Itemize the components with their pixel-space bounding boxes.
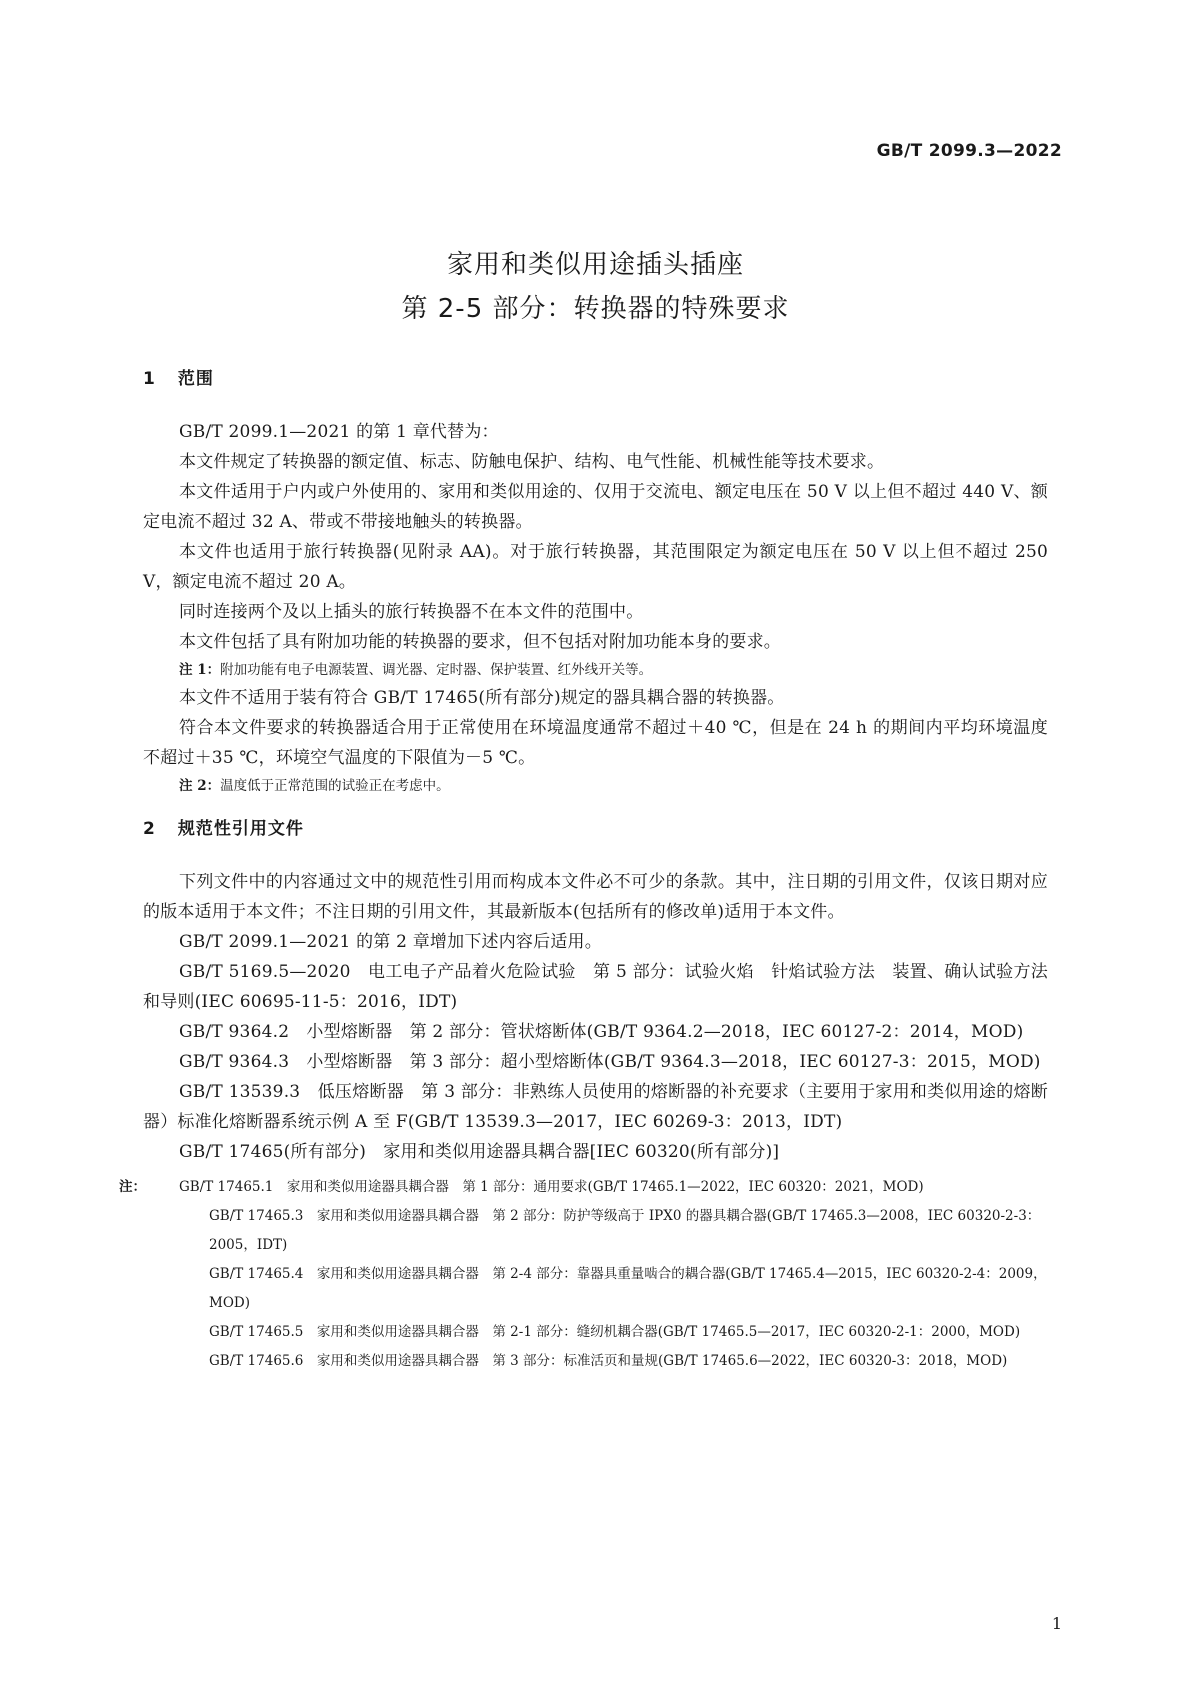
note-label: 注： bbox=[119, 1179, 146, 1195]
document-title-line2: 第 2-5 部分：转换器的特殊要求 bbox=[401, 294, 790, 324]
note-label: 注 2： bbox=[179, 778, 221, 794]
section1-note1 bbox=[143, 657, 1048, 683]
note-label: 注 1： bbox=[179, 662, 221, 678]
reference-entry: GB/T 9364.2 小型熔断器 第 2 部分：管状熔断体(GB/T 9364.2—2018，IEC 60127-2：2014，MOD) bbox=[179, 1022, 1024, 1042]
section1-paragraph: 本文件适用于户内或户外使用的、家用和类似用途的、仅用于交流电、额定电压在 50 V 以上但不超过 440 V、额定电流不超过 32 A、带或不带接地触头的转换器。 bbox=[143, 482, 1048, 532]
section1-note2 bbox=[143, 773, 1048, 799]
reference-note-item: GB/T 17465.5 家用和类似用途器具耦合器 第 2-1 部分：缝纫机耦合器(GB/T 17465.5—2017，IEC 60320-2-1：2000，MOD) bbox=[209, 1324, 1021, 1340]
reference-note-item: GB/T 17465.6 家用和类似用途器具耦合器 第 3 部分：标准活页和量规(GB/T 17465.6—2022，IEC 60320-3：2018，MOD) bbox=[209, 1353, 1008, 1369]
page-number: 1 bbox=[1051, 1614, 1062, 1633]
reference-note-item bbox=[119, 1173, 1048, 1202]
reference-entry: GB/T 13539.3 低压熔断器 第 3 部分：非熟练人员使用的熔断器的补充要求（主要用于家用和类似用途的熔断器）标准化熔断器系统示例 A 至 F(GB/T 13539.3—2017，IEC 60269-3：2013，IDT) bbox=[143, 1082, 1048, 1132]
section2-number: 2 bbox=[143, 819, 156, 839]
section1-paragraph: 符合本文件要求的转换器适合用于正常使用在环境温度通常不超过＋40 ℃，但是在 24 h 的期间内平均环境温度不超过＋35 ℃，环境空气温度的下限值为－5 ℃。 bbox=[143, 718, 1048, 768]
reference-entry: GB/T 17465(所有部分) 家用和类似用途器具耦合器[IEC 60320(所有部分)] bbox=[179, 1142, 780, 1162]
section2-paragraph: GB/T 2099.1—2021 的第 2 章增加下述内容后适用。 bbox=[179, 932, 602, 952]
section1-paragraph: GB/T 2099.1—2021 的第 1 章代替为： bbox=[179, 422, 499, 442]
section1-title: 范围 bbox=[177, 369, 214, 389]
section2-paragraph: 下列文件中的内容通过文中的规范性引用而构成本文件必不可少的条款。其中，注日期的引用文件，仅该日期对应的版本适用于本文件；不注日期的引用文件，其最新版本(包括所有的修改单)适用于本文件。 bbox=[143, 872, 1048, 922]
note-text: 温度低于正常范围的试验正在考虑中。 bbox=[220, 778, 450, 794]
standard-code: GB/T 2099.3—2022 bbox=[876, 141, 1062, 161]
section1-paragraph: 本文件包括了具有附加功能的转换器的要求，但不包括对附加功能本身的要求。 bbox=[179, 632, 781, 652]
section1-number: 1 bbox=[143, 369, 156, 389]
note-text: 附加功能有电子电源装置、调光器、定时器、保护装置、红外线开关等。 bbox=[220, 662, 653, 678]
section1-paragraph: 本文件规定了转换器的额定值、标志、防触电保护、结构、电气性能、机械性能等技术要求。 bbox=[179, 452, 885, 472]
section1-heading bbox=[143, 364, 214, 389]
section2-heading bbox=[143, 814, 304, 839]
reference-entry: GB/T 9364.3 小型熔断器 第 3 部分：超小型熔断体(GB/T 9364.3—2018，IEC 60127-3：2015，MOD) bbox=[179, 1052, 1041, 1072]
document-title-line1: 家用和类似用途插头插座 bbox=[446, 250, 744, 280]
section1-paragraph: 本文件不适用于装有符合 GB/T 17465(所有部分)规定的器具耦合器的转换器。 bbox=[179, 688, 785, 708]
reference-note-item: GB/T 17465.3 家用和类似用途器具耦合器 第 2 部分：防护等级高于 IPX0 的器具耦合器(GB/T 17465.3—2008，IEC 60320-2-3：2005，IDT) bbox=[209, 1208, 1041, 1253]
reference-note bbox=[119, 1173, 1048, 1376]
section2-body bbox=[119, 867, 1048, 1376]
section1-body bbox=[143, 417, 1048, 799]
section1-paragraph: 本文件也适用于旅行转换器(见附录 AA)。对于旅行转换器，其范围限定为额定电压在 50 V 以上但不超过 250 V，额定电流不超过 20 A。 bbox=[143, 542, 1048, 592]
section1-paragraph: 同时连接两个及以上插头的旅行转换器不在本文件的范围中。 bbox=[179, 602, 644, 622]
reference-note-text: GB/T 17465.1 家用和类似用途器具耦合器 第 1 部分：通用要求(GB/T 17465.1—2022，IEC 60320：2021，MOD) bbox=[179, 1179, 924, 1195]
reference-entry: GB/T 5169.5—2020 电工电子产品着火危险试验 第 5 部分：试验火焰 针焰试验方法 装置、确认试验方法和导则(IEC 60695-11-5：2016，IDT) bbox=[143, 962, 1048, 1012]
reference-note-item: GB/T 17465.4 家用和类似用途器具耦合器 第 2-4 部分：靠器具重量啮合的耦合器(GB/T 17465.4—2015，IEC 60320-2-4：2009，MOD) bbox=[209, 1266, 1047, 1311]
section2-title: 规范性引用文件 bbox=[177, 819, 304, 839]
